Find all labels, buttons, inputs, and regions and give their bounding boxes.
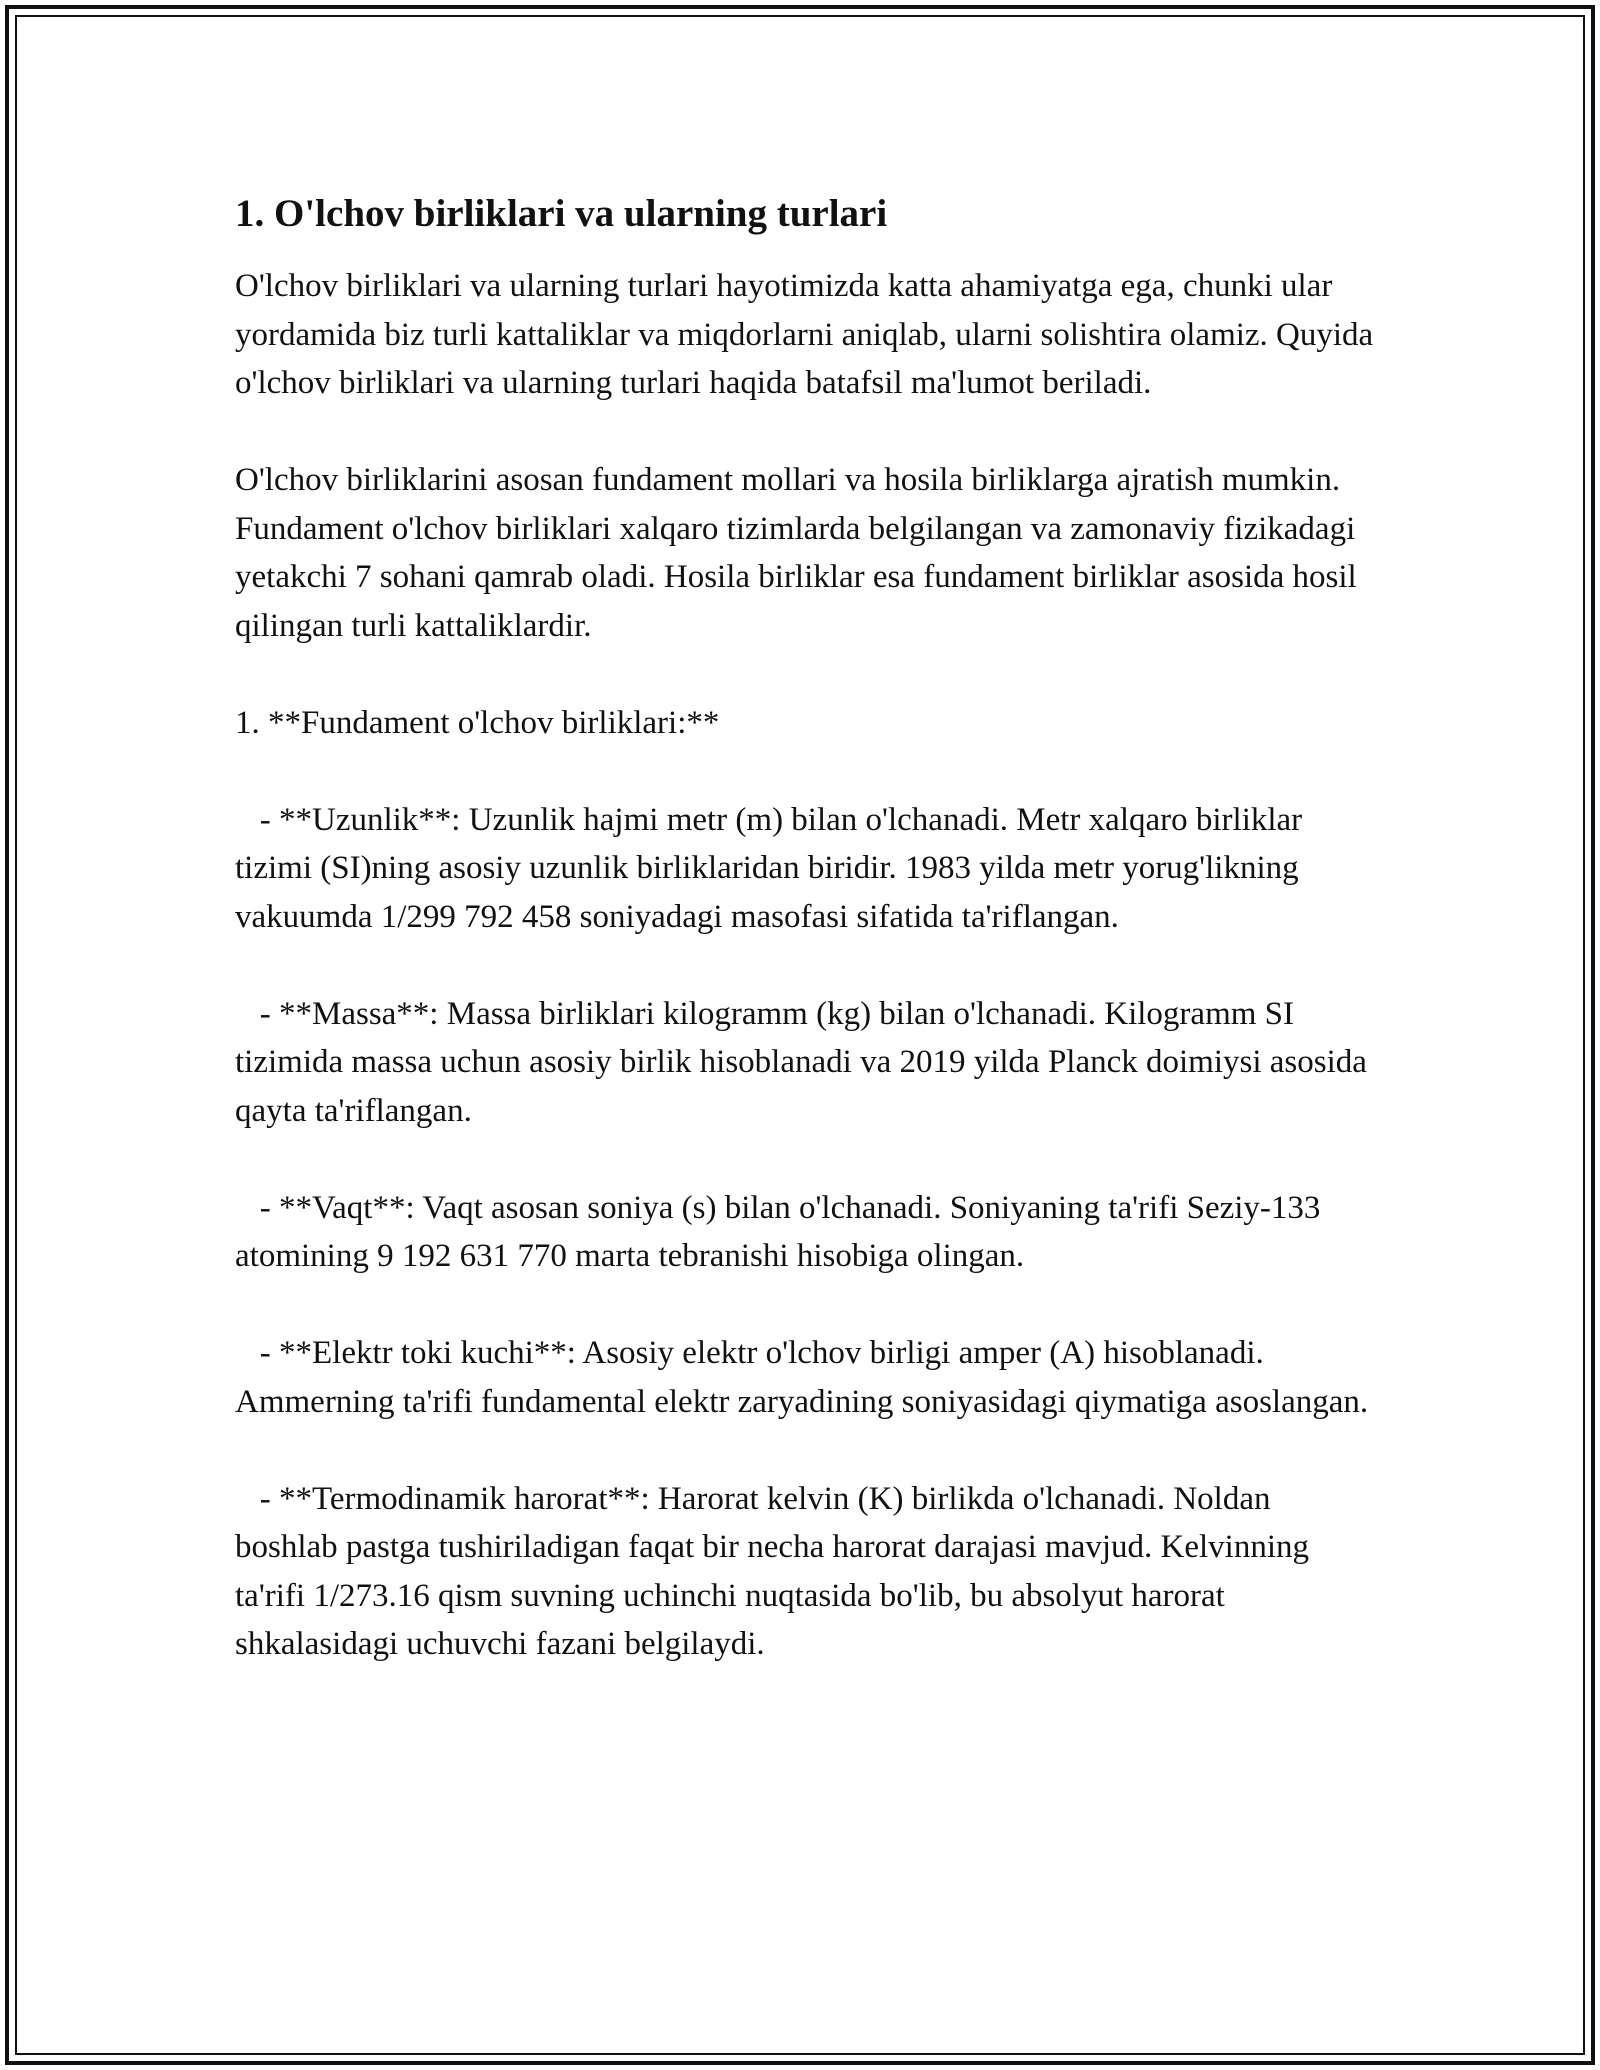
section-title: 1. O'lchov birliklari va ularning turlari [235, 192, 888, 235]
list-item-length: - **Uzunlik**: Uzunlik hajmi metr (m) bilan o'lchanadi. Metr xalqaro birliklar tizimi (SI)ning asosiy uzunlik birliklaridan biridir. 1983 yilda metr yorug'likning vakuumda 1/299 792 458 soniyadagi masofasi sifatida ta'riflangan. [235, 801, 1311, 935]
list-item-mass: - **Massa**: Massa birliklari kilogramm (kg) bilan o'lchanadi. Kilogramm SI tizimida massa uchun asosiy birlik hisoblanadi va 2019 yilda Planck doimiysi asosida qayta ta'riflangan. [235, 995, 1376, 1129]
list-heading-fundamental: 1. **Fundament o'lchov birliklari:** [235, 704, 720, 741]
paragraph-classification: O'lchov birliklarini asosan fundament mollari va hosila birliklarga ajratish mumkin. Fundament o'lchov birliklari xalqaro tizimlarda belgilangan va zamonaviy fizikadagi yetakchi 7 sohani qamrab oladi. Hosila birliklar esa fundament birliklar asosida hosil qilingan turli kattaliklardir. [235, 462, 1365, 644]
list-item-time: - **Vaqt**: Vaqt asosan soniya (s) bilan o'lchanadi. Soniyaning ta'rifi Seziy-133 atomining 9 192 631 770 marta tebranishi hisobiga olingan. [235, 1189, 1329, 1274]
paragraph-intro: O'lchov birliklari va ularning turlari hayotimizda katta ahamiyatga ega, chunki ular yordamida biz turli kattaliklar va miqdorlarni aniqlab, ularni solishtira olamiz. Quyida o'lchov birliklari va ularning turlari haqida batafsil ma'lumot beriladi. [235, 268, 1382, 401]
list-item-electric-current: - **Elektr toki kuchi**: Asosiy elektr o'lchov birligi amper (A) hisoblanadi. Ammerning ta'rifi fundamental elektr zaryadining soniyasidagi qiymatiga asoslangan. [235, 1335, 1369, 1420]
document-body [235, 186, 1382, 1717]
list-item-temperature: - **Termodinamik harorat**: Harorat kelvin (K) birlikda o'lchanadi. Noldan boshlab pastga tushiriladigan faqat bir necha harorat darajasi mavjud. Kelvinning ta'rifi 1/273.16 qism suvning uchinchi nuqtasida bo'lib, bu absolyut harorat shkalasidagi uchuvchi fazani belgilaydi. [235, 1480, 1318, 1662]
